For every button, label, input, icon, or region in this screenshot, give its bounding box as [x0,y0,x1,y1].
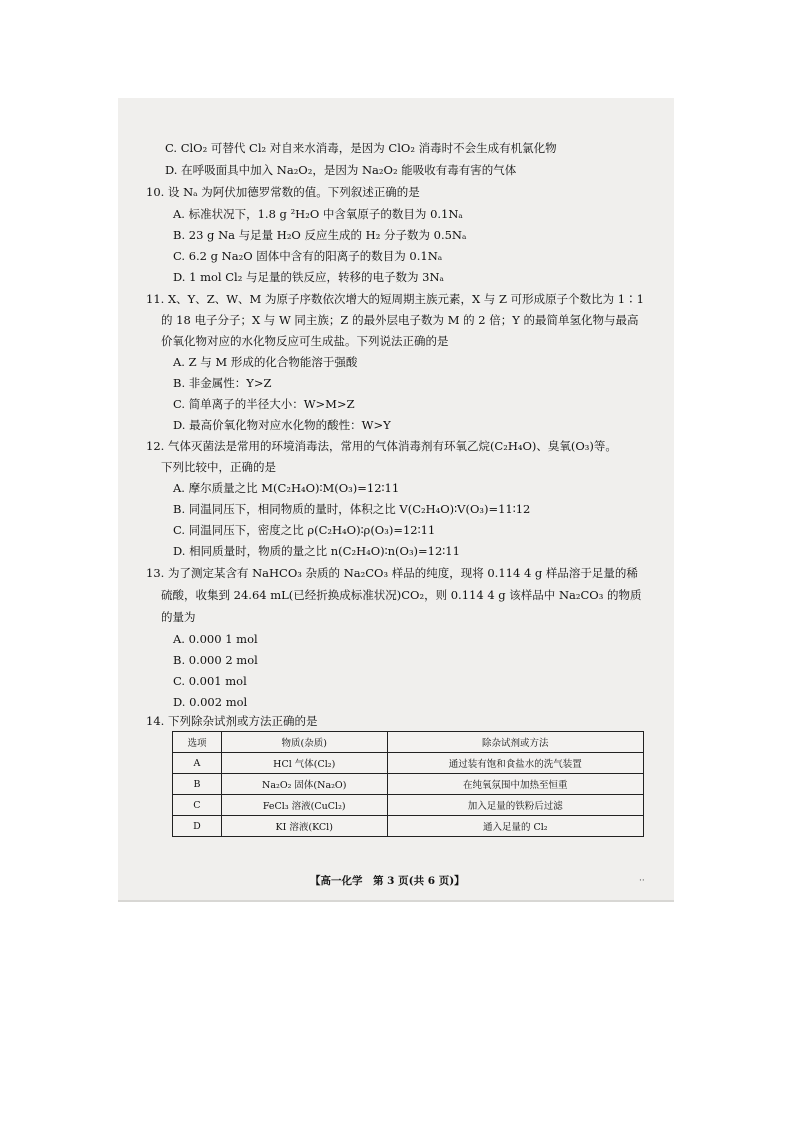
page-footer: 【高一化学 第 3 页(共 6 页)】 [310,875,465,887]
text-line-d11: D. 最高价氧化物对应水化物的酸性：W>Y [173,418,391,432]
text-line-b10: B. 23 g Na 与足量 H₂O 反应生成的 H₂ 分子数为 0.5Nₐ [173,228,467,242]
text-line-d9: D. 在呼吸面具中加入 Na₂O₂，是因为 Na₂O₂ 能吸收有毒有害的气体 [165,163,517,177]
page-edge-divider [118,900,674,902]
cell-substance: KI 溶液(KCl) [221,816,387,837]
text-line-d10: D. 1 mol Cl₂ 与足量的铁反应，转移的电子数为 3Nₐ [173,270,444,284]
text-line-a13: A. 0.000 1 mol [173,632,258,646]
cell-method: 通入足量的 Cl₂ [387,816,643,837]
text-line-b13: B. 0.000 2 mol [173,653,258,667]
table-row [173,753,644,774]
text-line-c12: C. 同温同压下，密度之比 ρ(C₂H₄O)∶ρ(O₃)=12∶11 [173,523,436,537]
cell-method: 在纯氧氛围中加热至恒重 [387,774,643,795]
text-line-d13: D. 0.002 mol [173,695,248,709]
text-line-q11b: 的 18 电子分子；X 与 W 同主族；Z 的最外层电子数为 M 的 2 倍；Y 的最简单氢化物与最高 [161,313,639,327]
cell-substance: HCl 气体(Cl₂) [221,753,387,774]
text-line-q13a: 13. 为了测定某含有 NaHCO₃ 杂质的 Na₂CO₃ 样品的纯度，现将 0.114 4 g 样品溶于足量的稀 [146,566,638,580]
cell-method: 加入足量的铁粉后过滤 [387,795,643,816]
table-header-row [173,732,644,753]
text-line-q11c: 价氧化物对应的水化物反应可生成盐。下列说法正确的是 [161,334,449,348]
text-line-q13b: 硫酸，收集到 24.64 mL(已经折换成标准状况)CO₂，则 0.114 4 g 该样品中 Na₂CO₃ 的物质 [161,588,642,602]
cell-substance: Na₂O₂ 固体(Na₂O) [221,774,387,795]
cell-substance: FeCl₃ 溶液(CuCl₂) [221,795,387,816]
table-row [173,816,644,837]
text-line-d12: D. 相同质量时，物质的量之比 n(C₂H₄O)∶n(O₃)=12∶11 [173,544,460,558]
text-line-q10: 10. 设 Nₐ 为阿伏加德罗常数的值。下列叙述正确的是 [146,185,420,199]
cell-option: B [173,774,222,795]
text-line-b12: B. 同温同压下，相同物质的量时，体积之比 V(C₂H₄O)∶V(O₃)=11∶12 [173,502,531,516]
purification-table [172,731,644,837]
text-line-c10: C. 6.2 g Na₂O 固体中含有的阳离子的数目为 0.1Nₐ [173,249,443,263]
text-line-b11: B. 非金属性：Y>Z [173,376,272,390]
cell-option: D [173,816,222,837]
text-line-a11: A. Z 与 M 形成的化合物能溶于强酸 [173,355,358,369]
table-row [173,774,644,795]
header-method: 除杂试剂或方法 [387,732,643,753]
text-line-a10: A. 标准状况下，1.8 g ²H₂O 中含氧原子的数目为 0.1Nₐ [173,207,463,221]
text-line-q14: 14. 下列除杂试剂或方法正确的是 [146,714,318,728]
cell-option: C [173,795,222,816]
text-line-c11: C. 简单离子的半径大小：W>M>Z [173,397,355,411]
table-row [173,795,644,816]
cell-option: A [173,753,222,774]
text-line-q12b: 下列比较中，正确的是 [161,460,276,474]
header-substance: 物质(杂质) [221,732,387,753]
footer-mark: ·· [639,876,645,886]
text-line-q11a: 11. X、Y、Z、W、M 为原子序数依次增大的短周期主族元素，X 与 Z 可形成原子个数比为 1∶1 [146,292,644,306]
text-line-c9: C. ClO₂ 可替代 Cl₂ 对自来水消毒，是因为 ClO₂ 消毒时不会生成有机氯化物 [165,141,557,155]
text-line-c13: C. 0.001 mol [173,674,247,688]
text-line-q12a: 12. 气体灭菌法是常用的环境消毒法，常用的气体消毒剂有环氧乙烷(C₂H₄O)、臭氧(O₃)等。 [146,439,617,453]
header-option: 选项 [173,732,222,753]
text-line-q13c: 的量为 [161,610,196,624]
cell-method: 通过装有饱和食盐水的洗气装置 [387,753,643,774]
text-line-a12: A. 摩尔质量之比 M(C₂H₄O)∶M(O₃)=12∶11 [173,481,400,495]
